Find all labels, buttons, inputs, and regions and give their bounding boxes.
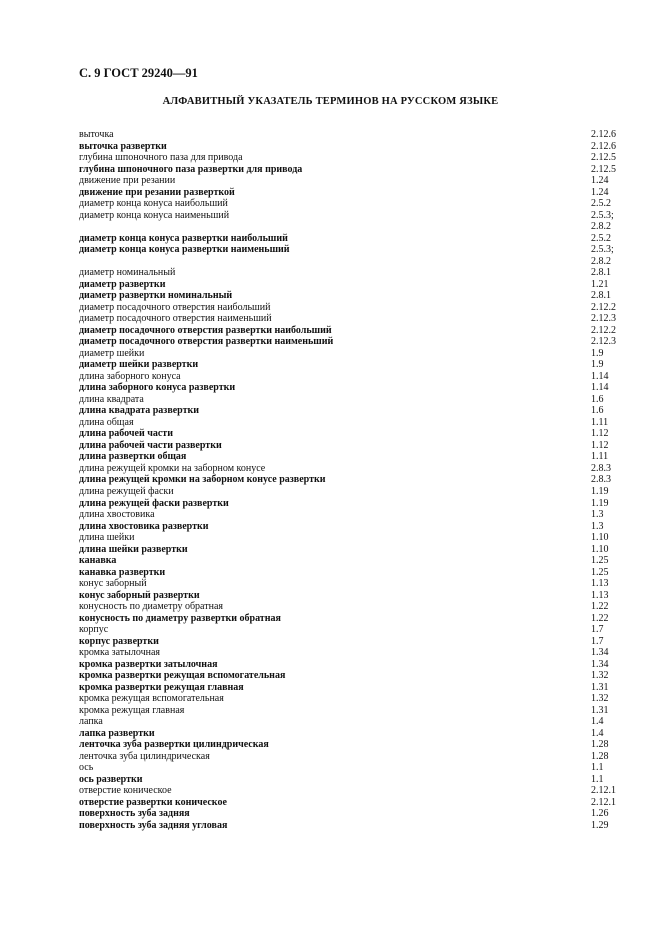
index-entry (79, 728, 639, 740)
index-reference: 1.10 (591, 543, 609, 555)
index-reference: 1.24 (591, 186, 609, 198)
index-reference: 1.6 (591, 405, 604, 417)
index-term: диаметр шейки развертки (79, 359, 199, 371)
index-entry (79, 567, 639, 579)
index-reference: 1.32 (591, 693, 609, 705)
index-term: длина режущей фаски развертки (79, 497, 229, 509)
index-reference: 1.11 (591, 416, 609, 428)
index-entry (79, 716, 639, 728)
index-term: ленточка зуба цилиндрическая (79, 750, 210, 762)
index-reference: 2.5.2 (591, 232, 611, 244)
index-entry (79, 820, 639, 832)
index-entry (79, 808, 639, 820)
index-reference: 1.12 (591, 439, 609, 451)
index-reference: 1.25 (591, 566, 609, 578)
index-term: выточка развертки (79, 140, 167, 152)
index-reference: 1.28 (591, 750, 609, 762)
index-term: диаметр шейки (79, 347, 145, 359)
index-reference: 1.29 (591, 819, 609, 831)
index-reference: 1.7 (591, 624, 604, 636)
index-reference: 2.5.3; (591, 209, 614, 221)
index-entry (79, 198, 639, 210)
index-term: диаметр развертки (79, 278, 166, 290)
index-term: длина рабочей части развертки (79, 439, 222, 451)
index-entry (79, 486, 639, 498)
index-reference: 2.12.1 (591, 796, 616, 808)
index-entry (79, 175, 639, 187)
index-entry (79, 359, 639, 371)
index-term: корпус развертки (79, 635, 159, 647)
index-entry (79, 394, 639, 406)
index-entry (79, 613, 639, 625)
index-term: длина режущей кромки на заборном конусе (79, 462, 266, 474)
index-reference: 1.28 (591, 739, 609, 751)
index-entry (79, 210, 639, 222)
index-term: отверстие развертки коническое (79, 796, 227, 808)
index-reference: 1.31 (591, 681, 609, 693)
index-term: длина заборного конуса (79, 370, 181, 382)
index-term: длина режущей кромки на заборном конусе развертки (79, 474, 326, 486)
index-term: длина общая (79, 416, 134, 428)
index-term: диаметр посадочного отверстия наименьший (79, 313, 272, 325)
index-reference: 1.6 (591, 393, 604, 405)
index-reference: 1.12 (591, 428, 609, 440)
index-reference: 1.34 (591, 647, 609, 659)
index-term: длина квадрата (79, 393, 144, 405)
index-entry (79, 129, 639, 141)
index-title: АЛФАВИТНЫЙ УКАЗАТЕЛЬ ТЕРМИНОВ НА РУССКОМ ЯЗЫКЕ (162, 96, 499, 107)
index-term: канавка развертки (79, 566, 166, 578)
index-entry (79, 256, 639, 268)
index-term: канавка (79, 555, 117, 567)
index-reference: 2.8.2 (591, 221, 611, 233)
index-reference: 1.31 (591, 704, 609, 716)
index-term: длина развертки общая (79, 451, 187, 463)
index-reference: 1.21 (591, 278, 609, 290)
index-entry (79, 451, 639, 463)
index-entry (79, 578, 639, 590)
index-term: конус заборный развертки (79, 589, 200, 601)
index-reference: 1.3 (591, 520, 604, 532)
index-reference: 2.8.1 (591, 267, 611, 279)
page-header: С. 9 ГОСТ 29240—91 (79, 66, 198, 80)
index-reference: 2.12.6 (591, 129, 616, 140)
index-term: диаметр посадочного отверстия развертки наибольший (79, 324, 332, 336)
index-entry (79, 141, 639, 153)
index-reference: 2.5.3; (591, 244, 614, 256)
index-reference: 1.13 (591, 589, 609, 601)
index-term: диаметр посадочного отверстия наибольший (79, 301, 271, 313)
index-term: длина хвостовика (79, 509, 155, 521)
index-entry (79, 601, 639, 613)
index-term: поверхность зуба задняя (79, 808, 190, 820)
index-entry (79, 428, 639, 440)
index-entry (79, 636, 639, 648)
index-reference: 2.8.3 (591, 462, 611, 474)
index-term: длина рабочей части (79, 428, 173, 440)
index-reference: 1.14 (591, 370, 609, 382)
index-term: конусность по диаметру развертки обратная (79, 612, 281, 624)
index-entry (79, 474, 639, 486)
index-term: ось развертки (79, 773, 143, 785)
index-reference: 2.12.3 (591, 313, 616, 325)
index-term: лапка развертки (79, 727, 155, 739)
index-reference: 2.12.6 (591, 140, 616, 152)
index-entry (79, 164, 639, 176)
index-reference: 2.8.3 (591, 474, 611, 486)
index-reference: 1.4 (591, 716, 604, 728)
index-entry (79, 371, 639, 383)
index-entry (79, 233, 639, 245)
index-reference: 1.34 (591, 658, 609, 670)
index-reference: 1.7 (591, 635, 604, 647)
index-reference: 2.12.5 (591, 163, 616, 175)
index-term: корпус (79, 624, 109, 636)
term-index (79, 129, 639, 831)
index-entry (79, 670, 639, 682)
index-reference: 1.13 (591, 578, 609, 590)
index-reference: 1.22 (591, 612, 609, 624)
index-term: движение при резании разверткой (79, 186, 235, 198)
index-reference: 1.32 (591, 670, 609, 682)
index-entry (79, 797, 639, 809)
index-reference: 2.12.1 (591, 785, 616, 797)
index-entry (79, 290, 639, 302)
index-reference: 2.12.5 (591, 152, 616, 164)
index-entry (79, 498, 639, 510)
index-reference: 1.19 (591, 497, 609, 509)
index-term: кромка затылочная (79, 647, 161, 659)
index-term: длина заборного конуса развертки (79, 382, 236, 394)
index-reference: 1.22 (591, 601, 609, 613)
index-entry (79, 659, 639, 671)
index-reference: 2.5.2 (591, 198, 611, 210)
index-reference: 1.1 (591, 762, 604, 774)
index-term: диаметр посадочного отверстия развертки наименьший (79, 336, 334, 348)
index-term: ленточка зуба развертки цилиндрическая (79, 739, 269, 751)
index-entry (79, 739, 639, 751)
index-entry (79, 336, 639, 348)
index-reference: 1.24 (591, 175, 609, 187)
index-reference: 1.9 (591, 347, 604, 359)
index-entry (79, 785, 639, 797)
index-term: диаметр конца конуса развертки наибольший (79, 232, 288, 244)
index-term: отверстие коническое (79, 785, 172, 797)
index-reference: 2.8.2 (591, 255, 611, 267)
index-entry (79, 521, 639, 533)
index-entry (79, 405, 639, 417)
index-entry (79, 244, 639, 256)
index-term: поверхность зуба задняя угловая (79, 819, 228, 831)
index-entry (79, 682, 639, 694)
index-reference: 2.12.2 (591, 324, 616, 336)
index-entry (79, 187, 639, 199)
index-entry (79, 532, 639, 544)
index-reference: 1.14 (591, 382, 609, 394)
index-entry (79, 751, 639, 763)
index-term: кромка режущая главная (79, 704, 185, 716)
index-entry (79, 152, 639, 164)
index-term: кромка режущая вспомогательная (79, 693, 224, 705)
index-term: диаметр конца конуса наименьший (79, 209, 230, 221)
index-term: длина шейки развертки (79, 543, 188, 555)
index-entry (79, 555, 639, 567)
index-term: кромка развертки режущая вспомогательная (79, 670, 286, 682)
index-entry (79, 590, 639, 602)
index-reference: 1.26 (591, 808, 609, 820)
index-entry (79, 774, 639, 786)
index-term: конус заборный (79, 578, 147, 590)
index-reference: 1.19 (591, 485, 609, 497)
index-term: выточка (79, 129, 114, 140)
index-entry (79, 440, 639, 452)
index-entry (79, 762, 639, 774)
index-entry (79, 348, 639, 360)
index-term: ось (79, 762, 94, 774)
index-entry (79, 417, 639, 429)
index-term: длина режущей фаски (79, 485, 174, 497)
index-reference: 1.3 (591, 509, 604, 521)
index-reference: 2.12.3 (591, 336, 616, 348)
index-term: движение при резании (79, 175, 176, 187)
index-term: кромка развертки режущая главная (79, 681, 244, 693)
index-reference: 1.25 (591, 555, 609, 567)
index-term: конусность по диаметру обратная (79, 601, 223, 613)
index-entry (79, 313, 639, 325)
index-entry (79, 647, 639, 659)
index-entry (79, 463, 639, 475)
index-reference: 1.1 (591, 773, 604, 785)
index-term: длина квадрата развертки (79, 405, 200, 417)
index-entry (79, 267, 639, 279)
index-term: длина шейки (79, 532, 135, 544)
index-term: диаметр конца конуса развертки наименьший (79, 244, 290, 256)
index-reference: 1.10 (591, 532, 609, 544)
index-term: диаметр развертки номинальный (79, 290, 233, 302)
index-entry (79, 279, 639, 291)
index-reference: 1.4 (591, 727, 604, 739)
index-reference: 2.8.1 (591, 290, 611, 302)
index-reference: 1.9 (591, 359, 604, 371)
index-entry (79, 693, 639, 705)
index-entry (79, 302, 639, 314)
index-entry (79, 509, 639, 521)
index-term: лапка (79, 716, 103, 728)
index-term: глубина шпоночного паза развертки для привода (79, 163, 303, 175)
index-entry (79, 325, 639, 337)
index-term: кромка развертки затылочная (79, 658, 218, 670)
index-entry (79, 544, 639, 556)
index-term: диаметр конца конуса наибольший (79, 198, 228, 210)
index-term: длина хвостовика развертки (79, 520, 209, 532)
index-entry (79, 382, 639, 394)
index-reference: 1.11 (591, 451, 609, 463)
index-entry (79, 221, 639, 233)
index-term: диаметр номинальный (79, 267, 176, 279)
index-term: глубина шпоночного паза для привода (79, 152, 243, 164)
index-entry (79, 705, 639, 717)
index-entry (79, 624, 639, 636)
index-reference: 2.12.2 (591, 301, 616, 313)
